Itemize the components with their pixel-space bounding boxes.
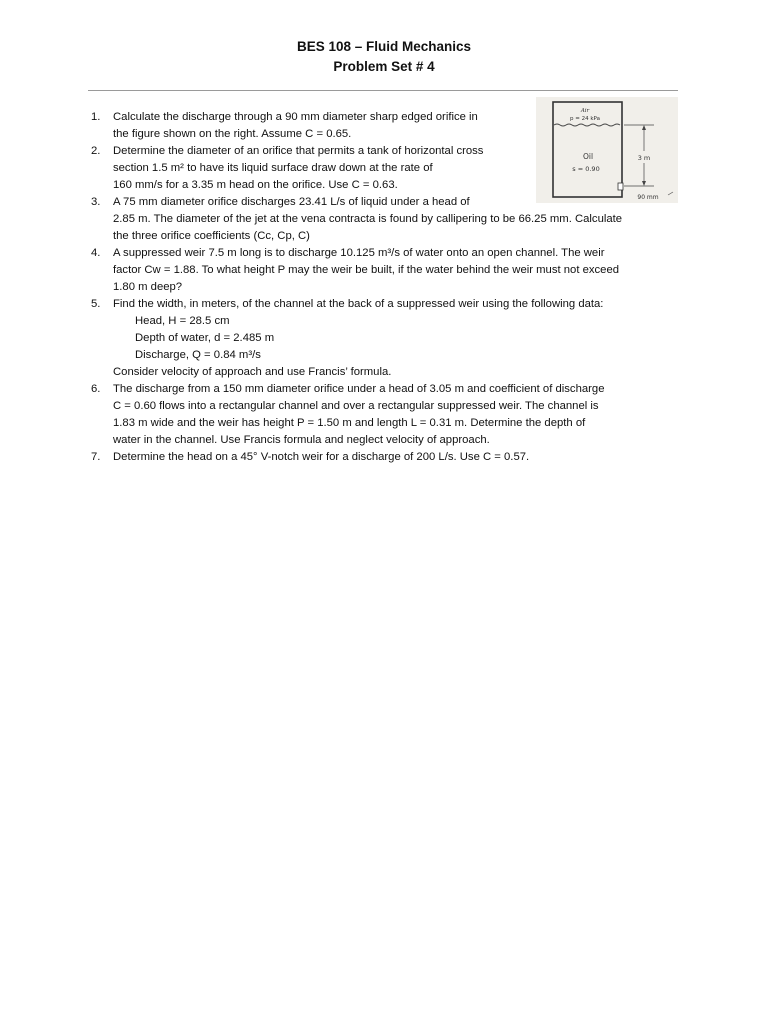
problem-line: 160 mm/s for a 3.35 m head on the orifice. Use C = 0.63. <box>113 179 398 191</box>
problem-number: 1. <box>91 111 101 123</box>
height-label: 3 m <box>637 154 651 162</box>
problem-line: 1.80 m deep? <box>113 281 183 293</box>
problem-number: 5. <box>91 298 101 310</box>
problem-line: water in the channel. Use Francis formula and neglect velocity of approach. <box>113 434 490 446</box>
problem-line: Calculate the discharge through a 90 mm diameter sharp edged orifice in <box>113 111 478 123</box>
diameter-label: 90 mm <box>637 194 659 201</box>
problem-4 <box>88 245 678 296</box>
specific-gravity-label: s = 0.90 <box>572 165 600 173</box>
oil-label: Oil <box>582 152 594 161</box>
pressure-label: p = 24 kPa <box>570 116 600 122</box>
problem-line: the three orifice coefficients (Cc, Cp, C) <box>113 230 310 242</box>
problem-data-line: Head, H = 28.5 cm <box>135 315 230 327</box>
problem-line: Determine the diameter of an orifice that permits a tank of horizontal cross <box>113 145 484 157</box>
problem-line: Determine the head on a 45° V-notch weir for a discharge of 200 L/s. Use C = 0.57. <box>113 451 530 463</box>
document-title: BES 108 – Fluid Mechanics <box>296 39 472 54</box>
problem-line: 2.85 m. The diameter of the jet at the vena contracta is found by callipering to be 66.25 mm. Calculate <box>113 213 623 225</box>
problem-number: 7. <box>91 451 101 463</box>
problem-number: 4. <box>91 247 101 259</box>
problem-7 <box>88 449 678 466</box>
problem-line: 1.83 m wide and the weir has height P = 1.50 m and length L = 0.31 m. Determine the depth of <box>113 417 586 429</box>
problem-line: C = 0.60 flows into a rectangular channel and over a rectangular suppressed weir. The channel is <box>113 400 599 412</box>
problem-line: section 1.5 m² to have its liquid surface draw down at the rate of <box>113 162 433 174</box>
problem-number: 3. <box>91 196 101 208</box>
problem-3 <box>88 194 678 245</box>
problem-line: The discharge from a 150 mm diameter orifice under a head of 3.05 m and coefficient of discharge <box>113 383 605 395</box>
problem-6 <box>88 381 678 449</box>
problem-line: factor Cw = 1.88. To what height P may the weir be built, if the water behind the weir must not exceed <box>113 264 620 276</box>
problem-2 <box>88 143 678 194</box>
problem-note: Consider velocity of approach and use Francis’ formula. <box>113 366 392 378</box>
problem-data-line: Depth of water, d = 2.485 m <box>135 332 275 344</box>
problem-line: Find the width, in meters, of the channel at the back of a suppressed weir using the following data: <box>113 298 604 310</box>
problem-number: 6. <box>91 383 101 395</box>
problem-5 <box>88 296 678 313</box>
problem-line: A suppressed weir 7.5 m long is to discharge 10.125 m³/s of water onto an open channel. The weir <box>113 247 605 259</box>
problem-line: the figure shown on the right. Assume C = 0.65. <box>113 128 352 140</box>
problem-number: 2. <box>91 145 101 157</box>
problem-data-line: Discharge, Q = 0.84 m³/s <box>135 349 261 361</box>
header-divider <box>88 90 678 91</box>
problem-line: A 75 mm diameter orifice discharges 23.41 L/s of liquid under a head of <box>113 196 470 208</box>
problem-list <box>88 109 678 466</box>
problem-set-title: Problem Set # 4 <box>333 59 435 74</box>
problem-1 <box>88 109 678 143</box>
air-label: Air <box>580 108 590 114</box>
